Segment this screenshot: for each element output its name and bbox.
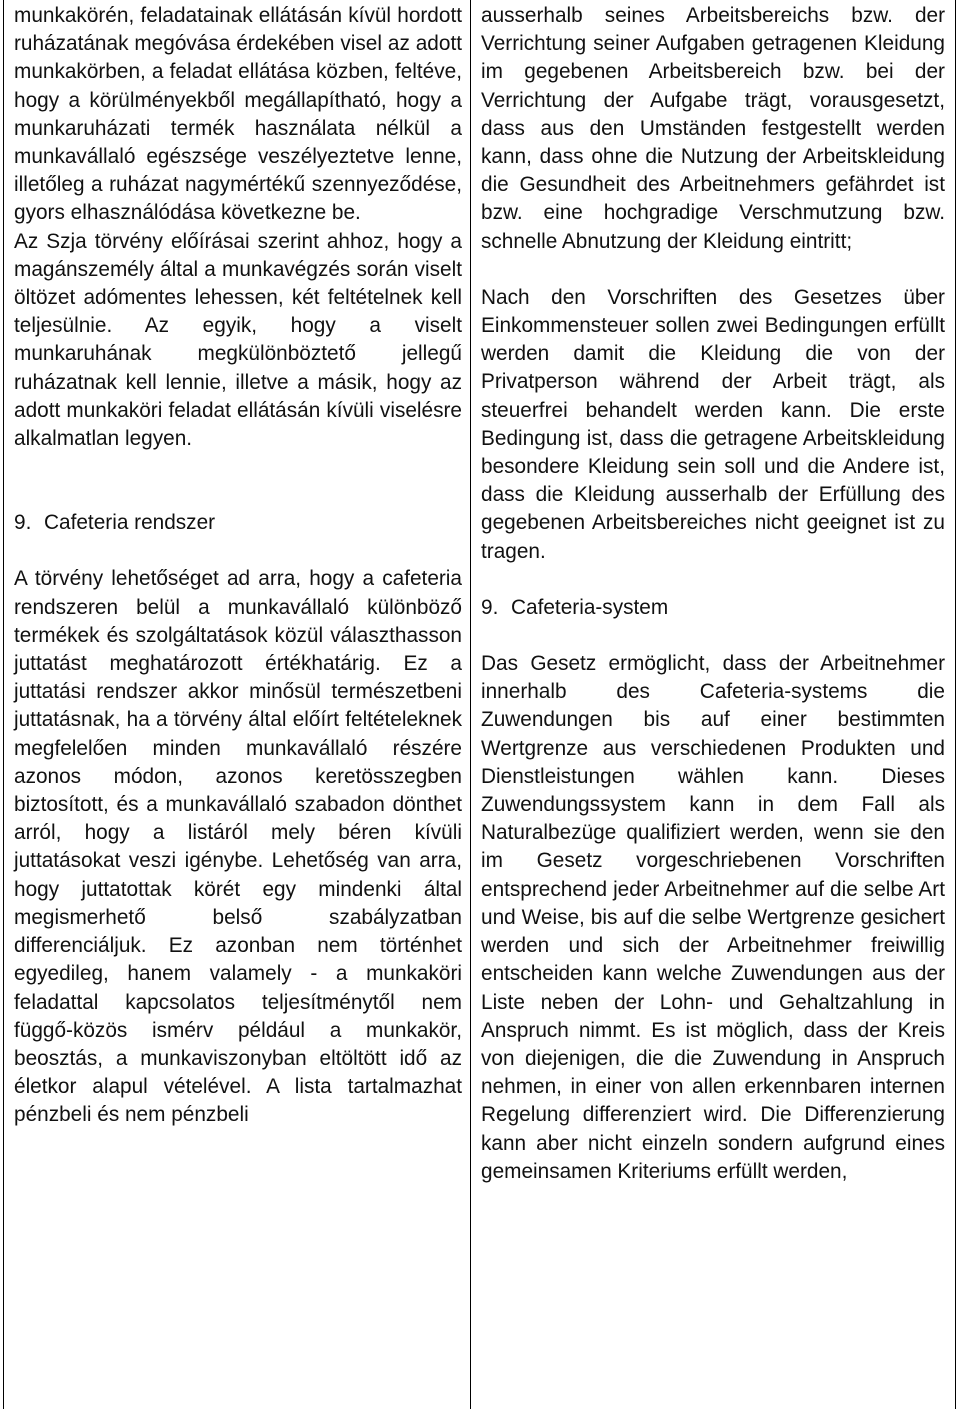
german-column: [481, 2, 945, 1186]
german-paragraph-1: ausserhalb seines Arbeitsbereichs bzw. der Verrichtung seiner Aufgaben getragenen Kleidung im gegebenen Arbeitsbereich bzw. bei der Verrichtung der Aufgabe trägt, vorausgesetzt, dass aus den Umständen festgestellt werden kann, dass ohne die Nutzung der Arbeitskleidung die Gesundheit des Arbeitnehmers gefährdet ist bzw. eine hochgradige Verschmutzung bzw. schnelle Abnutzung der Kleidung eintritt;: [481, 4, 945, 253]
table-border-left: [3, 0, 4, 1409]
hungarian-paragraph-2: Az Szja törvény előírásai szerint ahhoz, hogy a magánszemély által a munkavégzés során viselt öltözet adómentes lehessen, két feltételnek kell teljesülnie. Az egyik, hogy a viselt munkaruhának megkülönböztető jellegű ruházatnak kell lennie, illetve a másik, hogy az adott munkaköri feladat ellátásán kívüli viselésre alkalmatlan legyen.: [14, 229, 462, 451]
section-title: Cafeteria rendszer: [44, 511, 216, 535]
table-border-right: [955, 0, 956, 1409]
table-column-divider: [470, 0, 471, 1409]
section-number: 9.: [14, 511, 32, 535]
german-paragraph-3: Das Gesetz ermöglicht, dass der Arbeitnehmer innerhalb des Cafeteria-systems die Zuwendungen bis auf einer bestimmten Wertgrenze aus verschiedenen Produkten und Dienstleistungen wählen kann. Dieses Zuwendungssystem kann in dem Fall als Naturalbezüge qualifiziert werden, wenn sie den im Gesetz vorgeschriebenen Vorschriften entsprechend jeder Arbeitnehmer auf die selbe Art und Weise, bis auf die selbe Wertgrenze gesichert werden und sich der Arbeitnehmer freiwillig entscheiden kann welche Zuwendungen aus der Liste neben der Lohn- und Gehaltzahlung in Anspruch nimmt. Es ist möglich, dass der Kreis von diejenigen, die die Zuwendung in Anspruch nehmen, in einer von allen erkennbaren internen Regelung differenziert wird. Die Differenzierung kann aber nicht einzeln sondern aufgrund eines gemeinsamen Kriteriums erfüllt werden,: [481, 652, 945, 1183]
hungarian-column: [14, 2, 462, 1130]
hungarian-section-heading: [14, 509, 462, 537]
hungarian-paragraph-1: munkakörén, feladatainak ellátásán kívül hordott ruházatának megóvása érdekében visel az adott munkakörben, a feladat ellátása közben, feltéve, hogy a körülményekből megállapítható, hogy a munkaruházati termék használata nélkül a munkavállaló egészsége veszélyeztetve lenne, illetőleg a ruházat nagymértékű szennyeződése, gyors elhasználódása következne be.: [14, 4, 462, 225]
section-title: Cafeteria-system: [511, 595, 669, 619]
german-section-heading: [481, 594, 945, 622]
german-paragraph-2: Nach den Vorschriften des Gesetzes über Einkommensteuer sollen zwei Bedingungen erfüllt werden damit die Kleidung die von der Privatperson während der Arbeit trägt, als steuerfrei behandelt werden kann. Die erste Bedingung ist, dass die getragene Arbeitskleidung besondere Kleidung sein soll und die Andere ist, dass die Kleidung ausserhalb der Erfüllung des gegebenen Arbeitsbereiches nicht geeignet ist zu tragen.: [481, 285, 945, 563]
section-number: 9.: [481, 595, 499, 619]
hungarian-paragraph-3: A törvény lehetőséget ad arra, hogy a cafeteria rendszeren belül a munkavállaló különböző termékek és szolgáltatások közül választhasson juttatást meghatározott értékhatárig. Ez a juttatási rendszer akkor minősül természetbeni juttatásnak, ha a törvény által előírt feltételeknek megfelelően minden munkavállaló részére azonos módon, azonos keretösszegben biztosított, és a munkavállaló szabadon dönthet arról, hogy a listáról mely béren kívüli juttatásokat veszi igénybe. Lehetőség van arra, hogy juttatottak körét egy mindenki által megismerhető belső szabályzatban differenciáljuk. Ez azonban nem történhet egyedileg, hanem valamely - a munkaköri feladattal kapcsolatos teljesítménytől nem függő-közös ismérv például a munkakör, beosztás, a munkaviszonyban eltöltött idő az életkor alapul vételével. A lista tartalmazhat pénzbeli és nem pénzbeli: [14, 567, 462, 1127]
